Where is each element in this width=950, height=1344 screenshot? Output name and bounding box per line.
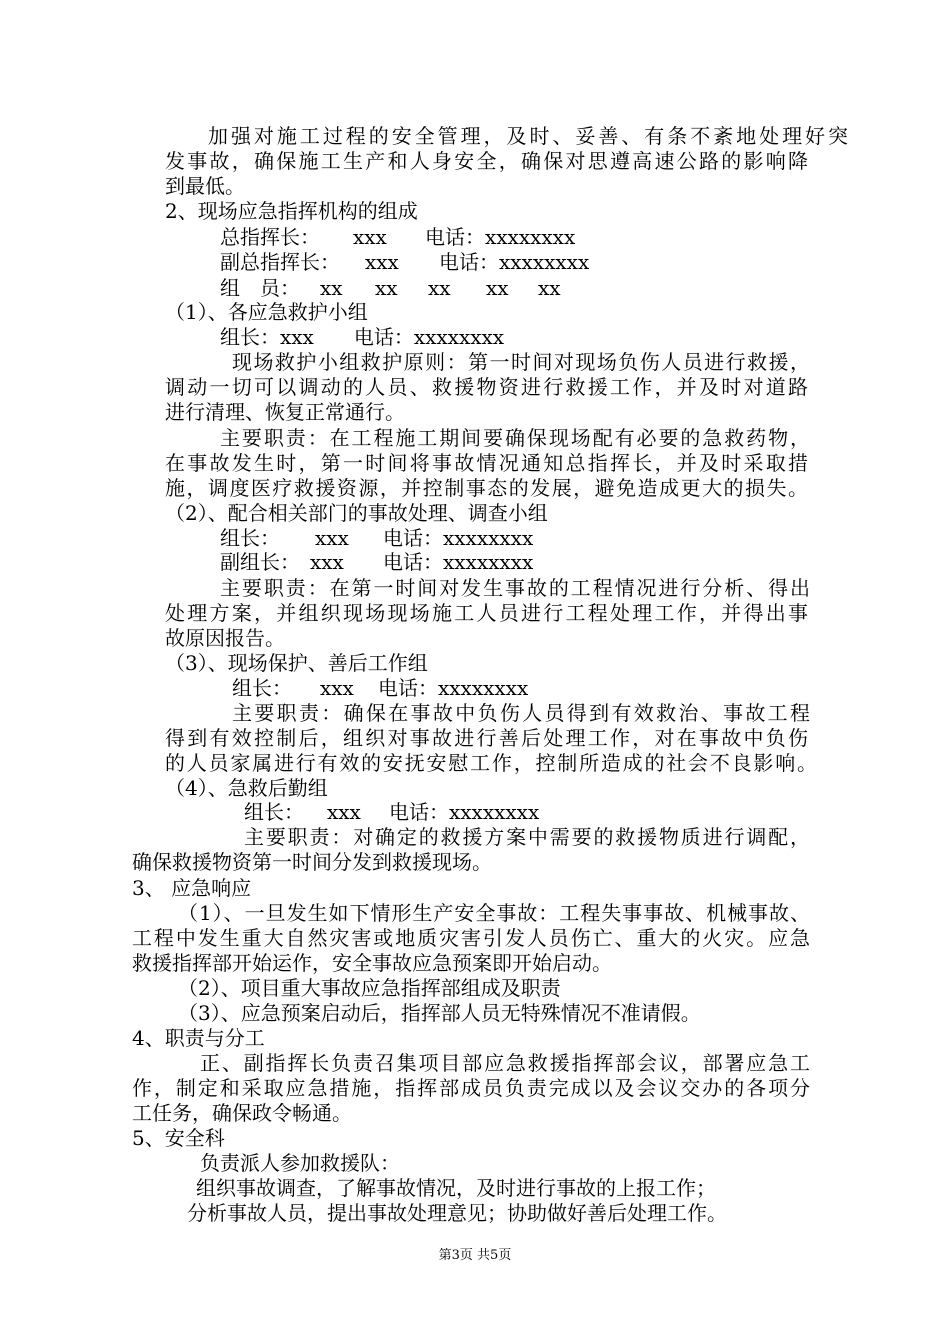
group-2-duty-line-2: 处理方案，并组织现场现场施工人员进行工程处理工作，并得出事 xyxy=(165,601,808,625)
group-2-leader-label: 组长： xyxy=(220,526,280,550)
group-3-leader-row xyxy=(232,676,528,701)
group-2-vice-tel: 电话：xxxxxxxx xyxy=(383,550,534,574)
members-label: 组 员： xyxy=(220,276,300,300)
group-4-leader-row xyxy=(244,800,539,825)
section-5-line-1: 负责派人参加救援队： xyxy=(200,1151,400,1175)
commander-label: 总指挥长： xyxy=(220,225,320,249)
members-row xyxy=(220,276,561,301)
group-2-vice-name: xxx xyxy=(310,550,344,574)
group-3-leader-tel: 电话：xxxxxxxx xyxy=(378,676,529,700)
group-1-leader: 组长：xxx 电话：xxxxxxxx xyxy=(220,325,505,349)
commander-name: xxx xyxy=(353,225,387,249)
member-name: xx xyxy=(320,276,343,300)
group-1-principle-line-2: 调动一切可以调动的人员、救援物资进行救援工作，并及时对道路 xyxy=(165,375,808,399)
section-5-title: 5、安全科 xyxy=(132,1126,225,1150)
group-4-leader-label: 组长： xyxy=(244,800,304,824)
member-name: xx xyxy=(486,276,509,300)
section-3-para-1-line-3: 救援指挥部开始运作，安全事故应急预案即开始启动。 xyxy=(132,951,612,975)
section-3-para-1-line-2: 工程中发生重大自然灾害或地质灾害引发人员伤亡、重大的火灾。应急 xyxy=(132,926,810,950)
member-name: xx xyxy=(375,276,398,300)
section-5-line-2: 组织事故调查，了解事故情况，及时进行事故的上报工作； xyxy=(196,1176,716,1200)
group-2-leader-tel: 电话：xxxxxxxx xyxy=(383,526,534,550)
group-2-leader-name: xxx xyxy=(315,526,349,550)
section-3-para-1-line-1: （1）、一旦发生如下情形生产安全事故：工程失事事故、机械事故、 xyxy=(178,901,810,925)
section-3-para-3: （3）、应急预案启动后，指挥部人员无特殊情况不准请假。 xyxy=(178,1001,701,1025)
group-3-duty-line-3: 的人员家属进行有效的安抚安慰工作，控制所造成的社会不良影响。 xyxy=(165,751,817,775)
group-4-title: （4）、急救后勤组 xyxy=(165,776,328,800)
group-1-duty-line-3: 施，调度医疗救援资源，并控制事态的发展，避免造成更大的损失。 xyxy=(165,476,808,500)
group-1-duty-line-1: 主要职责：在工程施工期间要确保现场配有必要的急救药物， xyxy=(220,426,810,450)
group-4-duty-line-1: 主要职责：对确定的救援方案中需要的救援物质进行调配， xyxy=(244,825,810,849)
group-2-title: （2）、配合相关部门的事故处理、调查小组 xyxy=(165,501,548,525)
intro-line-3: 到最低。 xyxy=(165,174,245,198)
group-3-leader-label: 组长： xyxy=(232,676,292,700)
vice-commander-tel: 电话：xxxxxxxx xyxy=(439,250,590,274)
group-2-vice-row xyxy=(220,550,533,575)
group-1-principle-line-1: 现场救护小组救护原则：第一时间对现场负伤人员进行救援， xyxy=(232,350,810,374)
group-1-principle-line-3: 进行清理、恢复正常通行。 xyxy=(165,400,405,424)
vice-commander-label: 副总指挥长： xyxy=(220,250,340,274)
vice-commander-name: xxx xyxy=(365,250,399,274)
vice-commander-row xyxy=(220,250,589,275)
commander-row xyxy=(220,225,575,250)
section-4-title: 4、职责与分工 xyxy=(132,1026,265,1050)
section-3-title: 3、 应急响应 xyxy=(132,876,252,900)
group-2-duty-line-1: 主要职责：在第一时间对发生事故的工程情况进行分析、得出 xyxy=(220,576,810,600)
section-2-title: 2、现场应急指挥机构的组成 xyxy=(165,199,418,223)
group-2-duty-line-3: 故原因报告。 xyxy=(165,626,285,650)
group-3-title: （3）、现场保护、善后工作组 xyxy=(165,651,428,675)
group-3-leader-name: xxx xyxy=(320,676,354,700)
group-1-title: （1）、各应急救护小组 xyxy=(165,300,368,324)
group-1-duty-line-2: 在事故发生时，第一时间将事故情况通知总指挥长，并及时采取措 xyxy=(165,451,808,475)
group-2-vice-label: 副组长： xyxy=(220,550,300,574)
intro-line-2: 发事故，确保施工生产和人身安全，确保对思遵高速公路的影响降 xyxy=(165,149,808,173)
section-3-para-2: （2）、项目重大事故应急指挥部组成及职责 xyxy=(178,976,561,1000)
member-name: xx xyxy=(428,276,451,300)
section-5-line-3: 分析事故人员，提出事故处理意见；协助做好善后处理工作。 xyxy=(187,1201,727,1225)
section-4-para-line-2: 作，制定和采取应急措施，指挥部成员负责完成以及会议交办的各项分 xyxy=(132,1076,810,1100)
group-4-duty-line-2: 确保救援物资第一时间分发到救援现场。 xyxy=(132,850,492,874)
section-4-para-line-3: 工任务，确保政令畅通。 xyxy=(132,1101,352,1125)
group-3-duty-line-1: 主要职责：确保在事故中负伤人员得到有效救治、事故工程 xyxy=(232,701,810,725)
group-3-duty-line-2: 得到有效控制后，组织对事故进行善后处理工作，对在事故中负伤 xyxy=(165,726,808,750)
group-4-leader-name: xxx xyxy=(327,800,361,824)
group-4-leader-tel: 电话：xxxxxxxx xyxy=(389,800,540,824)
commander-tel: 电话：xxxxxxxx xyxy=(425,225,576,249)
page-footer: 第3页 共5页 xyxy=(438,1248,512,1263)
group-2-leader-row xyxy=(220,526,533,551)
intro-line-1: 加强对施工过程的安全管理，及时、妥善、有条不紊地处理好突 xyxy=(208,124,848,148)
member-name: xx xyxy=(538,276,561,300)
section-4-para-line-1: 正、副指挥长负责召集项目部应急救援指挥部会议，部署应急工 xyxy=(200,1051,810,1075)
